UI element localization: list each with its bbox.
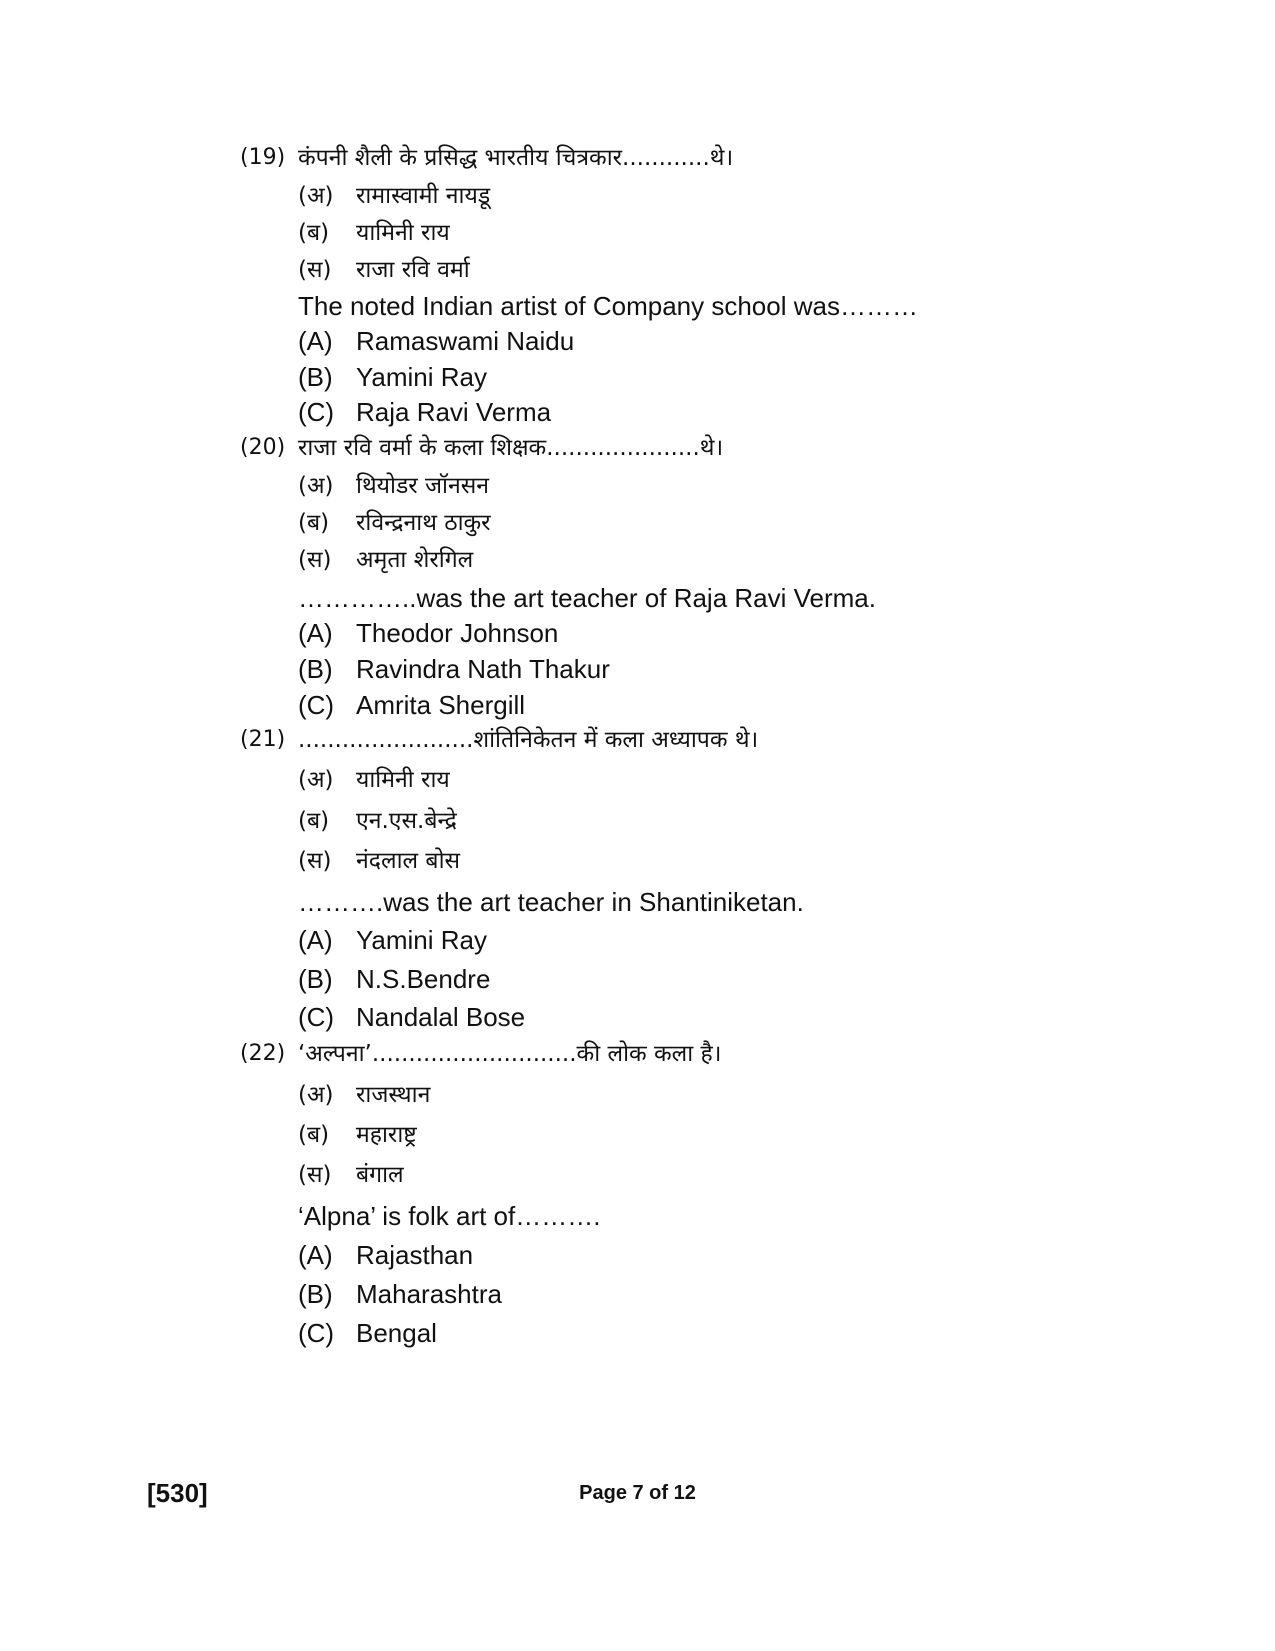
- hindi-question-stem: ........................शांतिनिकेतन में कला अध्यापक थे।: [298, 727, 759, 753]
- option-label: (अ): [298, 183, 334, 209]
- option-label: (B): [298, 964, 333, 994]
- hindi-question-stem: राजा रवि वर्मा के कला शिक्षक.....................थे।: [298, 435, 724, 461]
- option-text: Yamini Ray: [356, 925, 488, 955]
- option-text: Theodor Johnson: [356, 618, 559, 648]
- option-text: Ramaswami Naidu: [356, 326, 575, 356]
- option-label: (B): [298, 362, 333, 392]
- option-text: Maharashtra: [356, 1279, 502, 1309]
- option-text: रविन्द्रनाथ ठाकुर: [356, 510, 491, 536]
- page-number: Page 7 of 12: [579, 1482, 696, 1504]
- option-label: (ब): [298, 510, 330, 536]
- option-text: नंदलाल बोस: [356, 848, 461, 874]
- option-text: Nandalal Bose: [356, 1002, 526, 1032]
- option-label: (C): [298, 397, 335, 427]
- option-text: बंगाल: [356, 1162, 404, 1188]
- question-number: (20): [240, 435, 286, 460]
- question-number: (22): [240, 1041, 286, 1066]
- option-label: (A): [298, 326, 333, 356]
- option-label: (अ): [298, 473, 334, 499]
- option-text: अमृता शेरगिल: [356, 547, 474, 573]
- option-text: यामिनी राय: [356, 767, 450, 793]
- option-text: थियोडर जॉनसन: [356, 473, 490, 499]
- option-label: (स): [298, 547, 332, 573]
- english-question-stem: …………..was the art teacher of Raja Ravi Verma.: [298, 583, 876, 613]
- option-label: (ब): [298, 1122, 330, 1148]
- option-text: यामिनी राय: [356, 220, 450, 246]
- option-text: Rajasthan: [356, 1240, 474, 1270]
- hindi-question-stem: ‘अल्पना’............................की लोक कला है।: [298, 1041, 722, 1067]
- option-label: (C): [298, 1318, 335, 1348]
- option-label: (अ): [298, 1082, 334, 1108]
- question-number: (21): [240, 727, 286, 752]
- option-label: (स): [298, 257, 332, 283]
- option-text: एन.एस.बेन्द्रे: [356, 808, 457, 834]
- option-label: (स): [298, 1162, 332, 1188]
- option-label: (C): [298, 690, 335, 720]
- option-text: Raja Ravi Verma: [356, 397, 552, 427]
- question-number: (19): [240, 145, 286, 170]
- option-label: (ब): [298, 220, 330, 246]
- english-question-stem: ‘Alpna’ is folk art of……….: [298, 1201, 601, 1231]
- option-label: (B): [298, 654, 333, 684]
- option-label: (A): [298, 618, 333, 648]
- option-label: (A): [298, 1240, 333, 1270]
- option-text: राजस्थान: [356, 1082, 431, 1108]
- option-text: महाराष्ट्र: [356, 1122, 417, 1148]
- option-label: (ब): [298, 808, 330, 834]
- option-label: (B): [298, 1279, 333, 1309]
- option-text: N.S.Bendre: [356, 964, 491, 994]
- option-text: रामास्वामी नायडू: [356, 183, 491, 209]
- option-text: Ravindra Nath Thakur: [356, 654, 610, 684]
- option-label: (C): [298, 1002, 335, 1032]
- option-text: Yamini Ray: [356, 362, 488, 392]
- english-question-stem: ……….was the art teacher in Shantiniketan.: [298, 887, 804, 917]
- option-text: राजा रवि वर्मा: [356, 257, 470, 283]
- option-text: Amrita Shergill: [356, 690, 526, 720]
- option-label: (स): [298, 848, 332, 874]
- option-text: Bengal: [356, 1318, 437, 1348]
- english-question-stem: The noted Indian artist of Company school was………: [298, 291, 918, 321]
- paper-code: [530]: [147, 1478, 208, 1508]
- option-label: (अ): [298, 767, 334, 793]
- option-label: (A): [298, 925, 333, 955]
- hindi-question-stem: कंपनी शैली के प्रसिद्ध भारतीय चित्रकार............थे।: [298, 145, 734, 171]
